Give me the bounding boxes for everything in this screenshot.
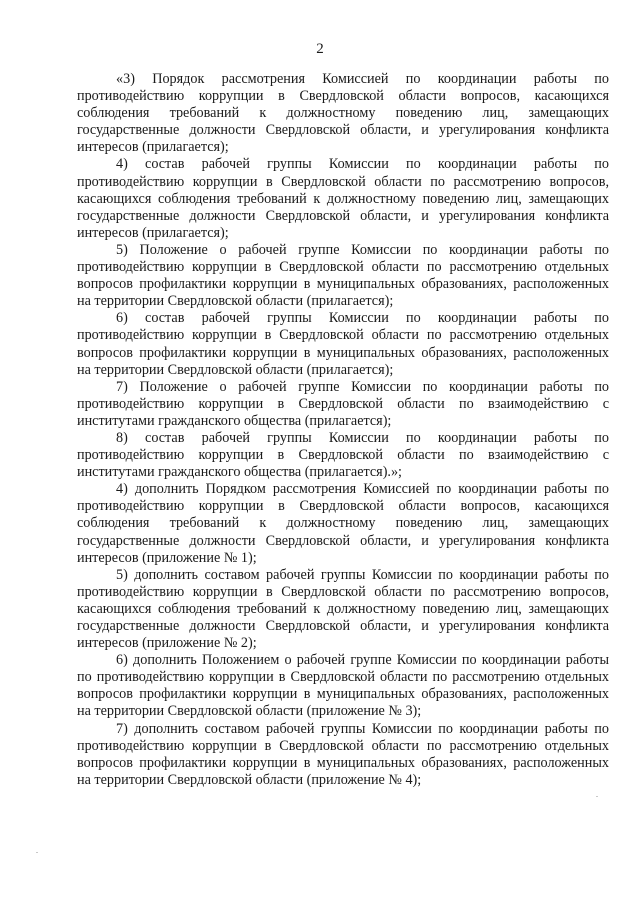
paragraph-amendment-5: 5) дополнить составом рабочей группы Комиссии по координации работы по противодействию коррупции в Свердловской области по рассмотрению вопросов, касающихся соблюдения требований к должностному поведению лиц, замещающих государственные должности Свердловской области, и урегулирования конфликта интересов (приложение № 2); — [77, 566, 609, 652]
paragraph-item-8-composition: 8) состав рабочей группы Комиссии по координации работы по противодействию коррупции в Свердловской области по взаимодействию с институтами гражданского общества (прилагается).»; — [77, 429, 609, 481]
paragraph-item-3-procedure: «3) Порядок рассмотрения Комиссией по координации работы по противодействию коррупции в Свердловской области вопросов, касающихся соблюдения требований к должностному поведению лиц, замещающих государственные должности Свердловской области, и урегулирования конфликта интересов (прилагается); — [77, 71, 609, 156]
paragraph-amendment-6: 6) дополнить Положением о рабочей группе Комиссии по координации работы по противодействию коррупции в Свердловской области по рассмотрению отдельных вопросов профилактики коррупции в муниципальных образованиях, расположенных на территории Свердловской области (приложение № 3); — [77, 652, 609, 720]
scan-speck — [36, 852, 38, 853]
paragraph-amendment-4: 4) дополнить Порядком рассмотрения Комиссией по координации работы по противодействию коррупции в Свердловской области вопросов, касающихся соблюдения требований к должностному поведению лиц, замещающих государственные должности Свердловской области, и урегулирования конфликта интересов (приложение № 1); — [77, 481, 609, 566]
paragraph-amendment-7: 7) дополнить составом рабочей группы Комиссии по координации работы по противодействию коррупции в Свердловской области по рассмотрению отдельных вопросов профилактики коррупции в муниципальных образованиях, расположенных на территории Свердловской области (приложение № 4); — [77, 720, 609, 788]
page-number: 2 — [316, 41, 324, 57]
paragraph-item-6-composition: 6) состав рабочей группы Комиссии по координации работы по противодействию коррупции в Свердловской области по рассмотрению отдельных вопросов профилактики коррупции в муниципальных образованиях, расположенных на территории Свердловской области (прилагается); — [77, 310, 609, 378]
paragraph-item-5-regulation: 5) Положение о рабочей группе Комиссии по координации работы по противодействию коррупции в Свердловской области по рассмотрению отдельных вопросов профилактики коррупции в муниципальных образованиях, расположенных на территории Свердловской области (прилагается); — [77, 241, 609, 310]
scan-speck — [596, 796, 598, 797]
document-body — [77, 71, 609, 789]
paragraph-item-7-regulation: 7) Положение о рабочей группе Комиссии по координации работы по противодействию коррупции в Свердловской области по взаимодействию с институтами гражданского общества (прилагается); — [77, 378, 609, 429]
paragraph-item-4-composition: 4) состав рабочей группы Комиссии по координации работы по противодействию коррупции в Свердловской области по рассмотрению вопросов, касающихся соблюдения требований к должностному поведению лиц, замещающих государственные должности Свердловской области, и урегулирования конфликта интересов (прилагается); — [77, 156, 609, 241]
